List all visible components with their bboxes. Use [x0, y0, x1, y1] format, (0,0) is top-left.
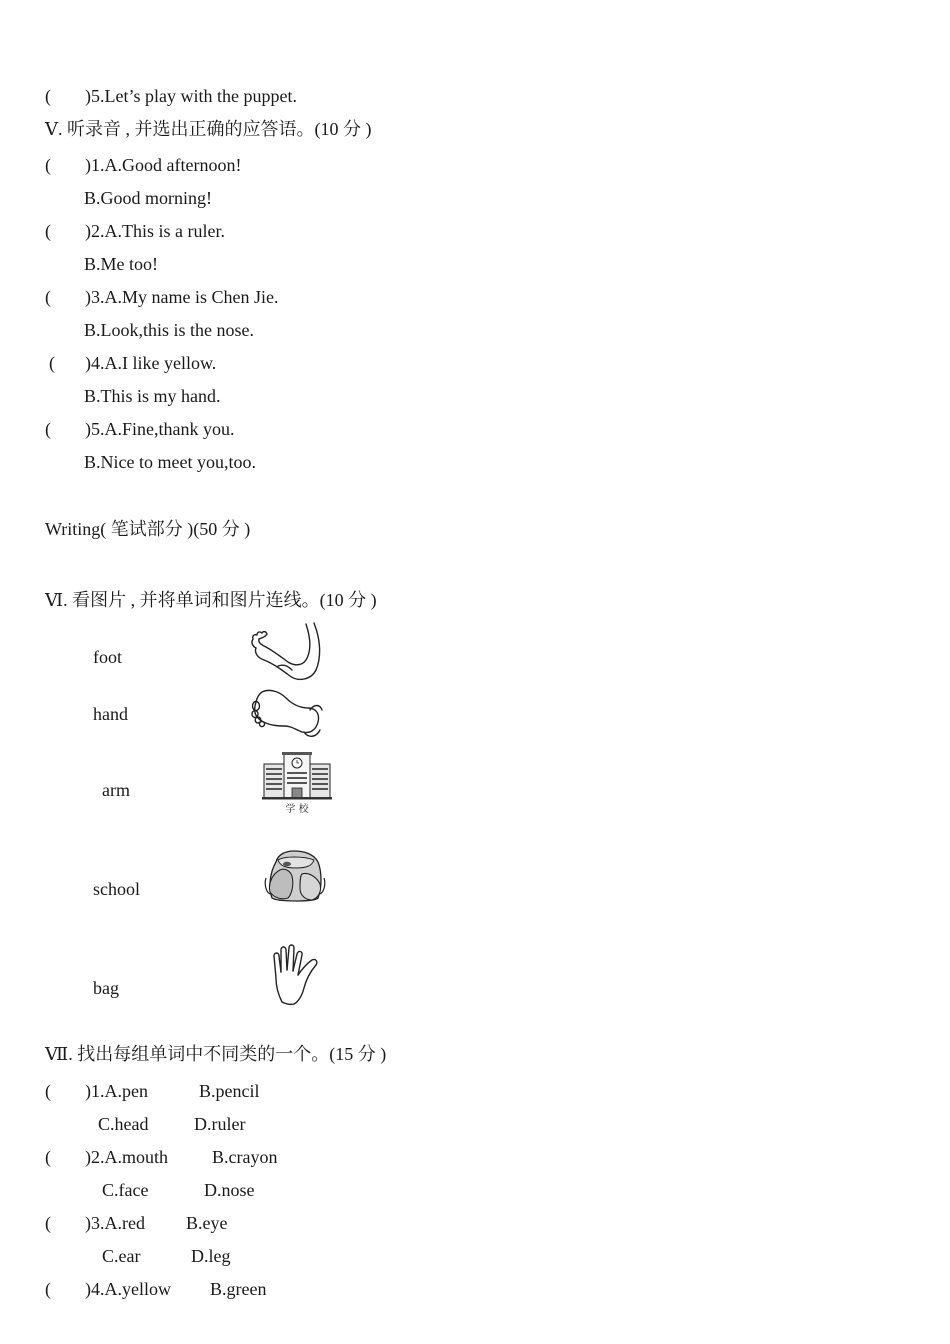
- option-d: D.leg: [191, 1246, 231, 1266]
- paren: (: [45, 287, 51, 307]
- paren: (: [45, 1147, 51, 1167]
- section-heading-vii: Ⅶ. 找出每组单词中不同类的一个。(15 分 ): [45, 1044, 387, 1064]
- paren: (: [45, 1213, 51, 1233]
- paren: (: [45, 86, 51, 106]
- section-heading-v: Ⅴ. 听录音 , 并选出正确的应答语。(10 分 ): [45, 119, 372, 139]
- hand-icon: [268, 944, 326, 1008]
- arm-icon: [248, 620, 326, 684]
- schoolbag-icon: [262, 848, 328, 906]
- option-a: )2.A.This is a ruler.: [85, 221, 225, 241]
- match-word: foot: [93, 647, 122, 667]
- paren: (: [49, 353, 55, 373]
- option-a: )3.A.My name is Chen Jie.: [85, 287, 279, 307]
- option-a: )5.A.Fine,thank you.: [85, 419, 235, 439]
- paren: (: [45, 155, 51, 175]
- option-b: B.Nice to meet you,too.: [84, 452, 256, 472]
- option-b: B.pencil: [199, 1081, 260, 1101]
- paren: (: [45, 1279, 51, 1299]
- paren: (: [45, 1081, 51, 1101]
- question-text: )5.Let’s play with the puppet.: [85, 86, 297, 106]
- option-a: )1.A.pen: [85, 1081, 148, 1101]
- school-sign: 学 校: [285, 804, 309, 815]
- option-c: C.head: [98, 1114, 149, 1134]
- section-heading-vi: Ⅵ. 看图片 , 并将单词和图片连线。(10 分 ): [45, 590, 377, 610]
- option-a: )4.A.yellow: [85, 1279, 171, 1299]
- option-b: B.eye: [186, 1213, 228, 1233]
- foot-icon: [248, 686, 326, 740]
- option-a: )4.A.I like yellow.: [85, 353, 217, 373]
- option-b: B.Me too!: [84, 254, 158, 274]
- option-c: C.face: [102, 1180, 149, 1200]
- option-a: )2.A.mouth: [85, 1147, 168, 1167]
- match-word: hand: [93, 704, 128, 724]
- match-word: arm: [102, 780, 130, 800]
- option-b: B.Look,this is the nose.: [84, 320, 254, 340]
- paren: (: [45, 419, 51, 439]
- option-d: D.ruler: [194, 1114, 246, 1134]
- option-a: )3.A.red: [85, 1213, 145, 1233]
- option-b: B.This is my hand.: [84, 386, 221, 406]
- option-b: B.green: [210, 1279, 267, 1299]
- option-b: B.Good morning!: [84, 188, 212, 208]
- option-a: )1.A.Good afternoon!: [85, 155, 242, 175]
- writing-heading: Writing( 笔试部分 )(50 分 ): [45, 519, 251, 539]
- match-word: school: [93, 879, 140, 899]
- paren: (: [45, 221, 51, 241]
- option-d: D.nose: [204, 1180, 255, 1200]
- option-b: B.crayon: [212, 1147, 278, 1167]
- match-word: bag: [93, 978, 119, 998]
- option-c: C.ear: [102, 1246, 141, 1266]
- school-building-icon: [260, 750, 334, 818]
